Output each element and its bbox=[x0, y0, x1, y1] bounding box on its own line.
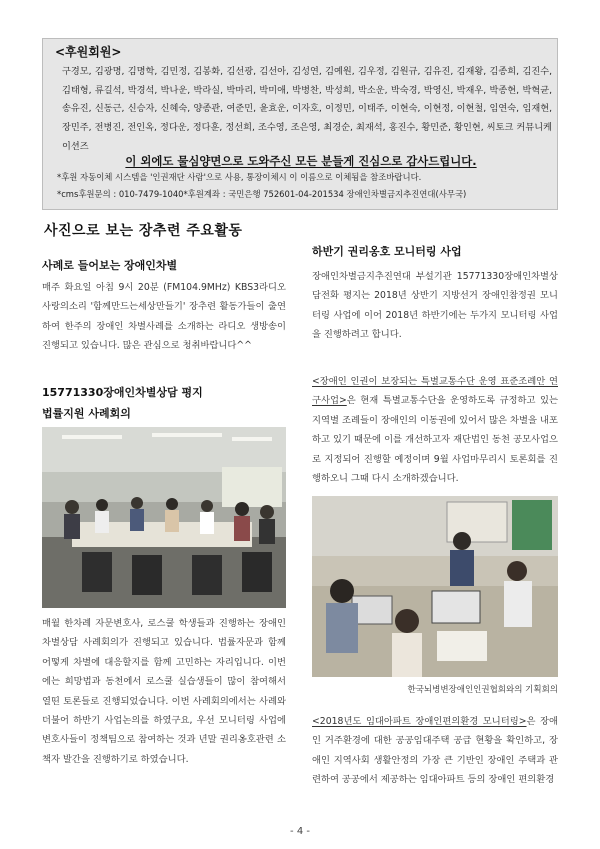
article-case-meeting-title-line1: 15771330장애인차별상담 평지 bbox=[42, 386, 203, 399]
rental-apartment-link: <2018년도 임대아파트 장애인편의환경 모니터링> bbox=[312, 716, 527, 727]
article-monitoring bbox=[312, 243, 558, 345]
planning-meeting-photo bbox=[312, 496, 558, 677]
article-radio-title: 사례로 들어보는 장애인차별 bbox=[42, 259, 178, 272]
article-case-meeting bbox=[42, 614, 286, 769]
article-transport-research bbox=[312, 372, 558, 488]
sponsor-note-account: *cms후원문의 : 010-7479-1040*후원계좌 : 국민은행 752601-04-201534 장애인차별금지추진연대(사무국) bbox=[57, 189, 467, 199]
article-rental-apartment bbox=[312, 712, 558, 790]
transport-research-link: <장애인 인권이 보장되는 특별교통수단 운영 표준조례안 연구사업> bbox=[312, 376, 558, 407]
section-title: 사진으로 보는 장추련 주요활동 bbox=[44, 223, 243, 239]
sponsor-note-auto-transfer: *후원 자동이체 시스템을 '인권재단 사람'으로 사용, 통장이체시 이 이름으로 이체됨을 참조바랍니다. bbox=[57, 172, 422, 182]
case-meeting-photo bbox=[42, 427, 286, 608]
article-monitoring-title: 하반기 권리옹호 모니터링 사업 bbox=[312, 245, 462, 258]
article-case-meeting-body: 매월 한차례 자문변호사, 로스쿨 학생들과 진행하는 장애인 차별상담 사례회의가 진행되고 있습니다. 법률자문과 함께 어떻게 차별에 대응할지를 함께 고민하는 자리입니다. 이번에는 희망법과 동천에서 로스쿨 실습생들이 많이 참여해서 열띤 토론들로 진행되었습니다. 이번 사례회의에서는 사례와 더불어 하반기 사업논의를 하였구요, 우선 모니터링 사업에 변호사들이 정책팀으로 참여하는 것과 년말 권리옹호관련 소책자 발간을 진행하기로 하였습니다. bbox=[42, 618, 286, 765]
planning-meeting-photo-caption: 한국뇌병변장애인인권협회와의 기획회의 bbox=[407, 685, 558, 695]
sponsor-title: <후원회원> bbox=[55, 45, 122, 59]
planning-meeting-photo-art bbox=[312, 496, 558, 677]
sponsor-names: 구경모, 김광명, 김명학, 김민정, 김봉화, 김선광, 김선아, 김성연, 김예원, 김우정, 김원규, 김유진, 김재왕, 김종희, 김진수, 김태형, 류길석, 박경석, 박나운, 박라실, 박마리, 박미애, 박병찬, 박성희, 박소운, 박숙경, 박영신, 박재우, 박종현, 박혁균, 송유진, 신동근, 신승자, 신혜숙, 양종관, 여준민, 윤효운, 이자호, 이정민, 이태주, 이현숙, 이현정, 이현철, 임연숙, 임재현, 장민주, 전병진, 전인옥, 정다운, 정다훈, 정선희, 조수영, 조은영, 최경순, 최재석, 홍진수, 황민준, 황인현, 씨토크 커뮤니케이션즈 bbox=[62, 66, 552, 152]
article-radio bbox=[42, 257, 286, 356]
article-case-meeting-heading bbox=[42, 384, 286, 423]
sponsor-thanks: 이 외에도 물심양면으로 도와주신 모든 분들게 진심으로 감사드립니다. bbox=[125, 154, 477, 168]
transport-research-body: 은 현재 특별교통수단을 운영하도록 규정하고 있는 지역별 조례들이 장애인의 이동권에 있어서 많은 차별을 내포하고 있기 때문에 이를 개선하고자 재단법인 동천 공모사업으로 지정되어 진행할 예정이며 9월 사업마무리시 토론회를 진행하오니 그때 다시 소개하겠습니다. bbox=[312, 395, 558, 485]
rental-apartment-body: 은 장애인 거주환경에 대한 공공임대주택 공급 현황을 확인하고, 장애인 지역사회 생활안정의 가장 큰 기반인 장애인 주택과 관련하여 공공에서 제공하는 임대아파트 등의 장애인 편의환경 bbox=[312, 716, 558, 786]
case-meeting-photo-art bbox=[42, 427, 286, 608]
article-radio-body: 매주 화요일 아침 9시 20분 (FM104.9MHz) KBS3라디오 사랑의소리 '함께만드는세상만들기' 장추련 활동가들이 출연하여 한주의 장애인 차별사례를 소개하는 라디오 생방송이 진행되고 있습니다. 많은 관심으로 청취바랍니다^^ bbox=[42, 282, 286, 352]
article-case-meeting-title-line2: 법률지원 사례회의 bbox=[42, 407, 131, 420]
article-monitoring-body: 장애인차별금지추진연대 부설기관 15771330장애인차별상담전화 평지는 2018년 상반기 지방선거 장애인참정권 모니터링 사업에 이어 2018년 하반기에는 두가지 모니터링 사업을 진행하려고 합니다. bbox=[312, 271, 558, 341]
page-number: - 4 - bbox=[290, 826, 310, 837]
sponsor-box bbox=[42, 38, 558, 210]
